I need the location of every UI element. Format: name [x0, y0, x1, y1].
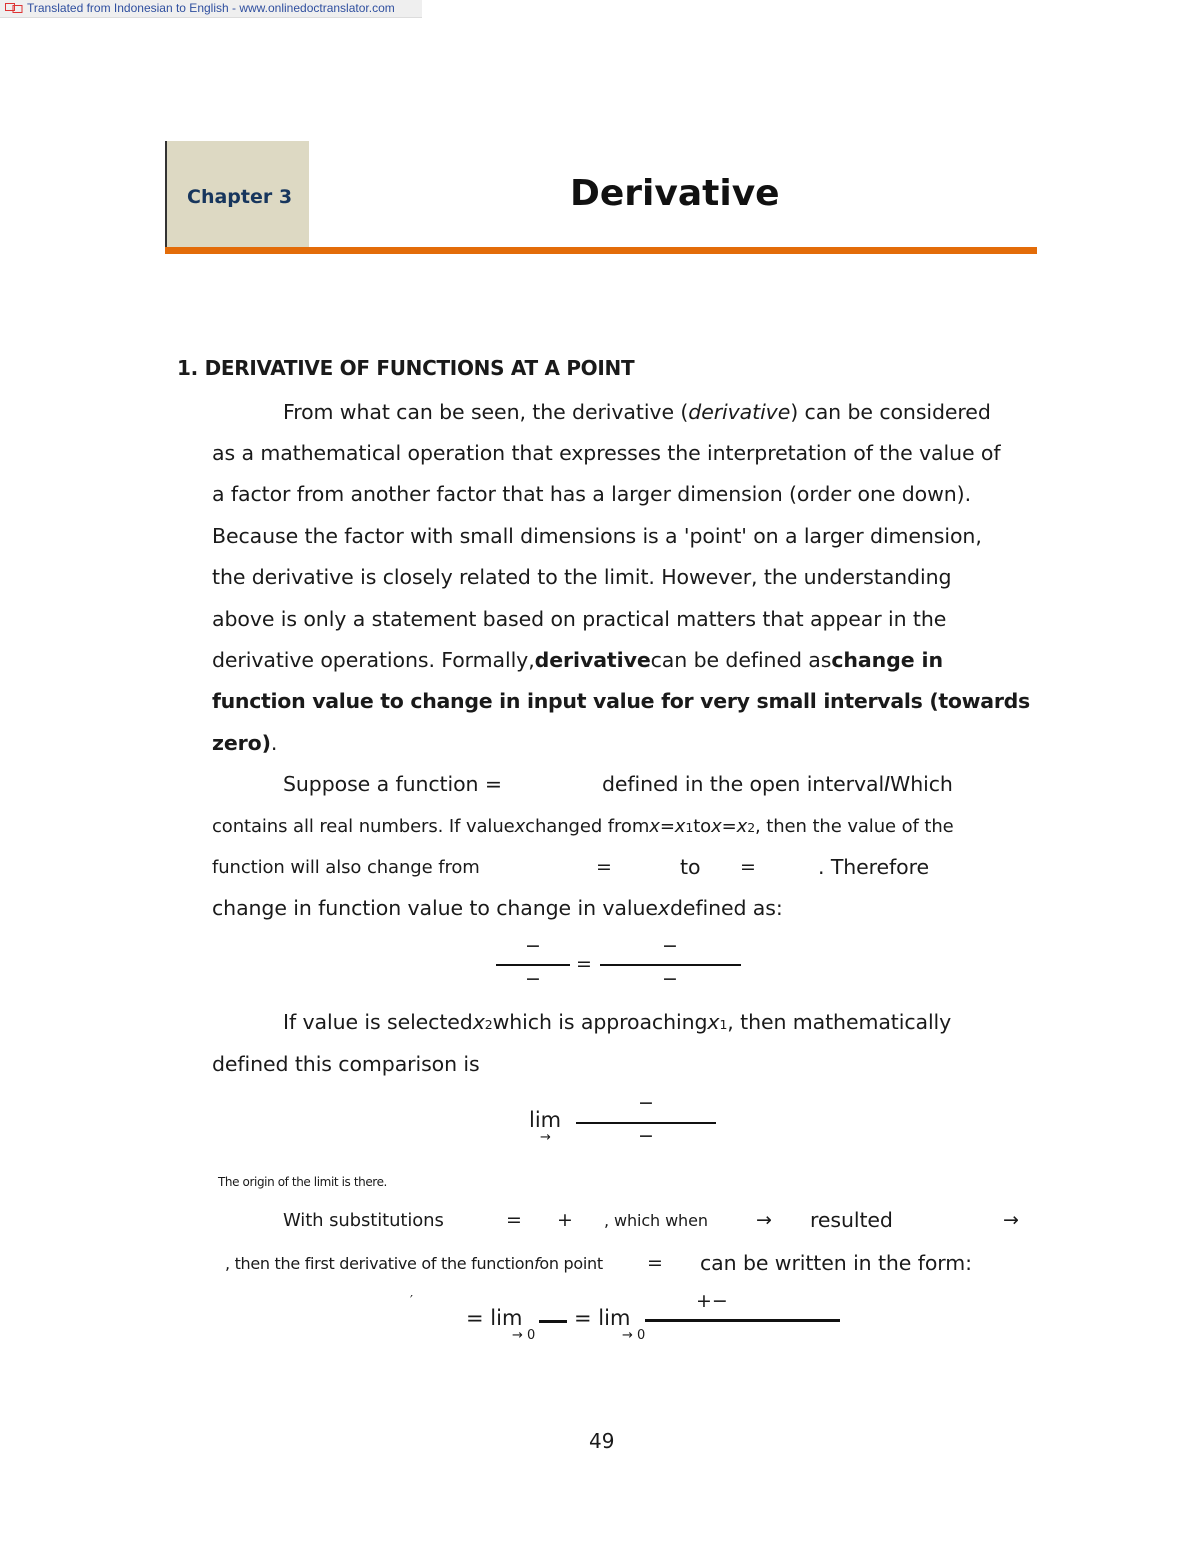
- eq1-denominator-2: −: [662, 968, 678, 990]
- para2-line1-part1: Suppose a function =: [283, 772, 502, 796]
- para2-line3-part1: function will also change from: [212, 857, 480, 878]
- para1-line7: derivative operations. Formally,derivativecan be defined aschange in: [212, 648, 943, 672]
- para4-line2-part1: , then the first derivative of the functionfon point: [225, 1254, 603, 1273]
- eq1-fraction-bar-2: [600, 964, 741, 966]
- para4-plus: +: [557, 1209, 573, 1231]
- para4-resulted: resulted: [810, 1208, 893, 1232]
- para4-with-substitutions: With substitutions: [283, 1210, 444, 1231]
- para4-equals-2: =: [647, 1252, 663, 1274]
- eq2-numerator: −: [638, 1092, 654, 1114]
- eq3-lim-1: = lim: [466, 1306, 523, 1330]
- banner-text[interactable]: Translated from Indonesian to English - www.onlinedoctranslator.com: [27, 1, 395, 15]
- chapter-label: Chapter 3: [187, 186, 293, 208]
- para2-line1-part2: defined in the open intervalIWhich: [602, 772, 953, 796]
- eq3-sub-1: → 0: [512, 1328, 536, 1343]
- para1-line8: function value to change in input value for very small intervals (towards: [212, 689, 1030, 713]
- eq1-equals: =: [576, 953, 592, 975]
- para2-line3-eq2: =: [740, 856, 756, 878]
- para1-line4: Because the factor with small dimensions is a 'point' on a larger dimension,: [212, 524, 982, 548]
- para3-line2: defined this comparison is: [212, 1052, 480, 1076]
- para1-line3: a factor from another factor that has a larger dimension (order one down).: [212, 482, 971, 506]
- para2-line4: change in function value to change in valuexdefined as:: [212, 896, 783, 920]
- eq1-numerator-1: −: [525, 935, 541, 957]
- para4-line2-part2: can be written in the form:: [700, 1251, 972, 1275]
- eq3-fraction-bar-1: [539, 1320, 567, 1323]
- eq3-fraction-bar-2: [645, 1319, 840, 1322]
- eq2-lim: lim: [529, 1108, 562, 1132]
- eq3-prime: ′: [410, 1294, 413, 1309]
- eq1-numerator-2: −: [662, 935, 678, 957]
- translator-banner[interactable]: [0, 0, 422, 18]
- section-heading: 1. DERIVATIVE OF FUNCTIONS AT A POINT: [177, 356, 635, 380]
- para2-line3-eq1: =: [596, 856, 612, 878]
- para3-line1: If value is selectedx2which is approachingx1, then mathematically: [283, 1010, 952, 1034]
- eq3-lim-2: = lim: [574, 1306, 631, 1330]
- page-number: 49: [589, 1429, 615, 1453]
- para4-which-when: , which when: [604, 1211, 708, 1230]
- eq2-denominator: −: [638, 1125, 654, 1147]
- para2-line3-to: to: [680, 855, 701, 879]
- para1-line6: above is only a statement based on practical matters that appear in the: [212, 607, 947, 631]
- para1-line1: From what can be seen, the derivative (derivative) can be considered: [283, 400, 991, 424]
- eq3-sub-2: → 0: [622, 1328, 646, 1343]
- para4-arrow-1: →: [756, 1209, 772, 1231]
- para1-line2: as a mathematical operation that expresses the interpretation of the value of: [212, 441, 1001, 465]
- eq2-arrow: →: [540, 1130, 551, 1145]
- translate-icon: [5, 3, 23, 13]
- para4-equals-1: =: [506, 1209, 522, 1231]
- para1-line9: zero).: [212, 731, 278, 755]
- para1-line5: the derivative is closely related to the limit. However, the understanding: [212, 565, 952, 589]
- chapter-title: Derivative: [570, 173, 780, 214]
- para4-arrow-2: →: [1003, 1209, 1019, 1231]
- para2-line2: contains all real numbers. If valuexchanged fromx=x1tox=x2, then the value of the: [212, 816, 954, 837]
- eq1-denominator-1: −: [525, 968, 541, 990]
- para2-line3-part2: . Therefore: [818, 855, 929, 879]
- eq1-fraction-bar-1: [496, 964, 570, 966]
- chapter-divider: [165, 247, 1037, 254]
- eq2-fraction-bar: [576, 1122, 716, 1124]
- eq3-numerator: +−: [696, 1290, 728, 1312]
- footnote: The origin of the limit is there.: [218, 1175, 387, 1189]
